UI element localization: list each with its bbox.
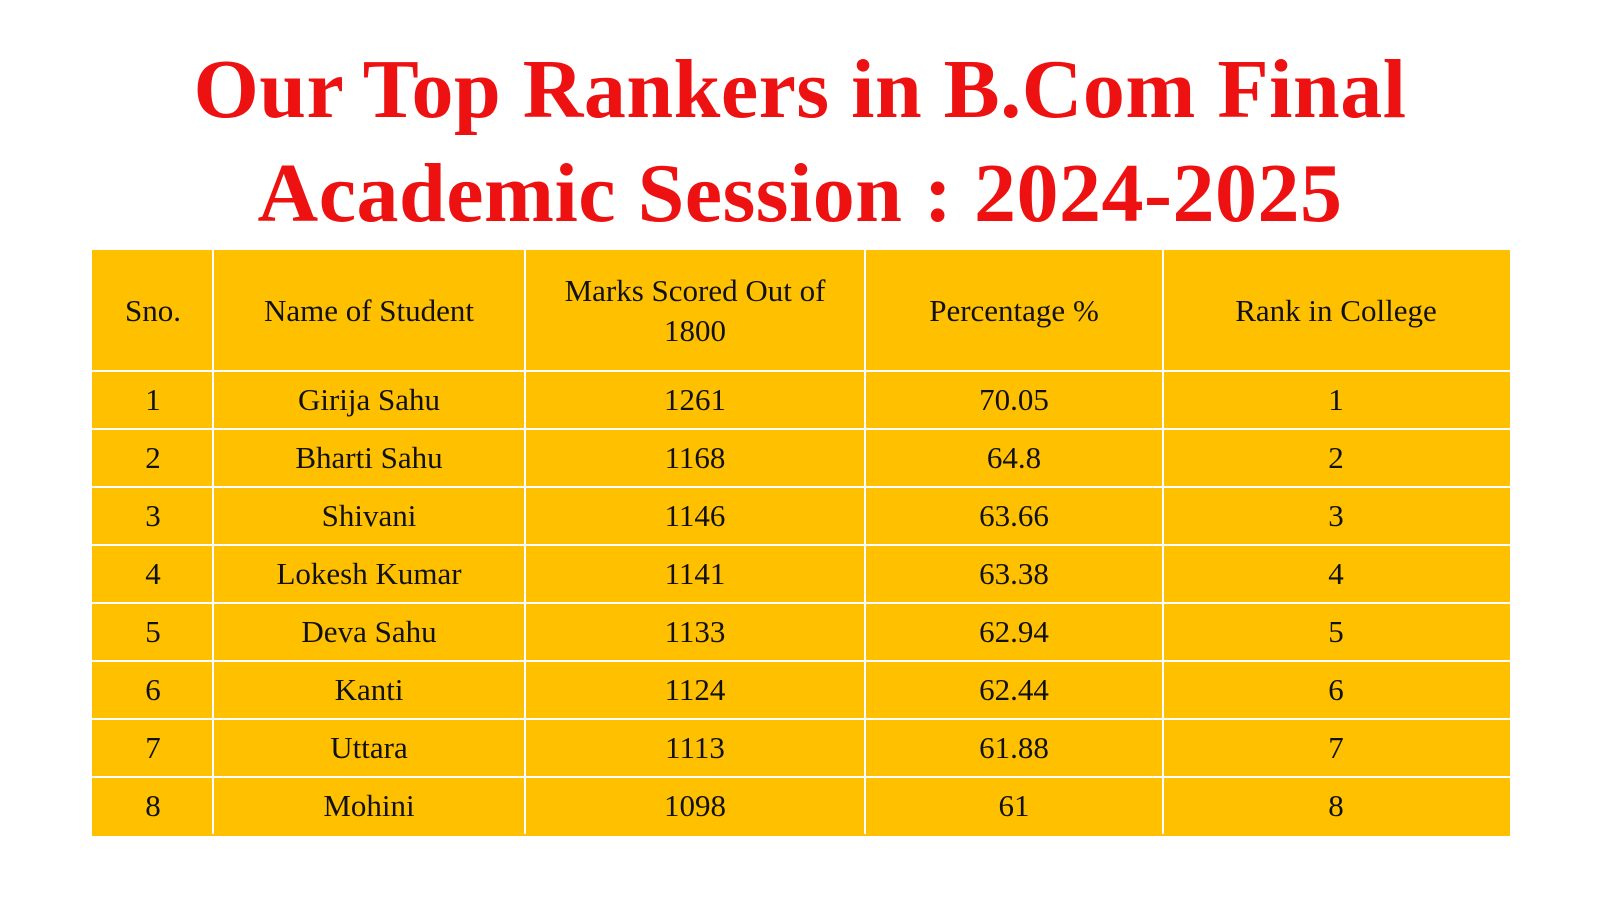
header-marks: Marks Scored Out of 1800 (525, 251, 865, 371)
cell-marks: 1124 (525, 661, 865, 719)
cell-sno: 4 (93, 545, 213, 603)
table-row (93, 661, 1509, 719)
title-line-2: Academic Session : 2024-2025 (257, 147, 1343, 240)
cell-rank: 8 (1163, 777, 1509, 835)
header-student-name: Name of Student (213, 251, 525, 371)
rankers-table-container (92, 250, 1508, 836)
cell-percentage: 70.05 (865, 371, 1163, 429)
cell-marks: 1168 (525, 429, 865, 487)
table-row (93, 371, 1509, 429)
table-row (93, 777, 1509, 835)
cell-percentage: 61.88 (865, 719, 1163, 777)
table-row (93, 429, 1509, 487)
cell-student-name: Shivani (213, 487, 525, 545)
cell-student-name: Mohini (213, 777, 525, 835)
title-line-1: Our Top Rankers in B.Com Final (193, 43, 1407, 136)
cell-rank: 3 (1163, 487, 1509, 545)
cell-marks: 1141 (525, 545, 865, 603)
header-sno: Sno. (93, 251, 213, 371)
cell-marks: 1098 (525, 777, 865, 835)
cell-marks: 1133 (525, 603, 865, 661)
cell-marks: 1261 (525, 371, 865, 429)
cell-sno: 8 (93, 777, 213, 835)
cell-rank: 1 (1163, 371, 1509, 429)
table-row (93, 545, 1509, 603)
cell-student-name: Uttara (213, 719, 525, 777)
table-row (93, 487, 1509, 545)
cell-sno: 5 (93, 603, 213, 661)
cell-rank: 5 (1163, 603, 1509, 661)
cell-student-name: Deva Sahu (213, 603, 525, 661)
cell-percentage: 62.44 (865, 661, 1163, 719)
page-title (0, 38, 1600, 246)
header-rank: Rank in College (1163, 251, 1509, 371)
cell-student-name: Girija Sahu (213, 371, 525, 429)
cell-percentage: 64.8 (865, 429, 1163, 487)
cell-student-name: Lokesh Kumar (213, 545, 525, 603)
cell-rank: 6 (1163, 661, 1509, 719)
cell-student-name: Kanti (213, 661, 525, 719)
cell-sno: 1 (93, 371, 213, 429)
table-row (93, 719, 1509, 777)
cell-percentage: 63.66 (865, 487, 1163, 545)
table-row (93, 603, 1509, 661)
cell-rank: 2 (1163, 429, 1509, 487)
cell-rank: 4 (1163, 545, 1509, 603)
rankers-table (92, 250, 1510, 836)
header-percentage: Percentage % (865, 251, 1163, 371)
cell-student-name: Bharti Sahu (213, 429, 525, 487)
cell-percentage: 61 (865, 777, 1163, 835)
table-header-row (93, 251, 1509, 371)
cell-sno: 6 (93, 661, 213, 719)
cell-sno: 7 (93, 719, 213, 777)
cell-marks: 1146 (525, 487, 865, 545)
cell-percentage: 62.94 (865, 603, 1163, 661)
cell-sno: 3 (93, 487, 213, 545)
cell-rank: 7 (1163, 719, 1509, 777)
cell-sno: 2 (93, 429, 213, 487)
cell-percentage: 63.38 (865, 545, 1163, 603)
table-body (93, 371, 1509, 835)
cell-marks: 1113 (525, 719, 865, 777)
